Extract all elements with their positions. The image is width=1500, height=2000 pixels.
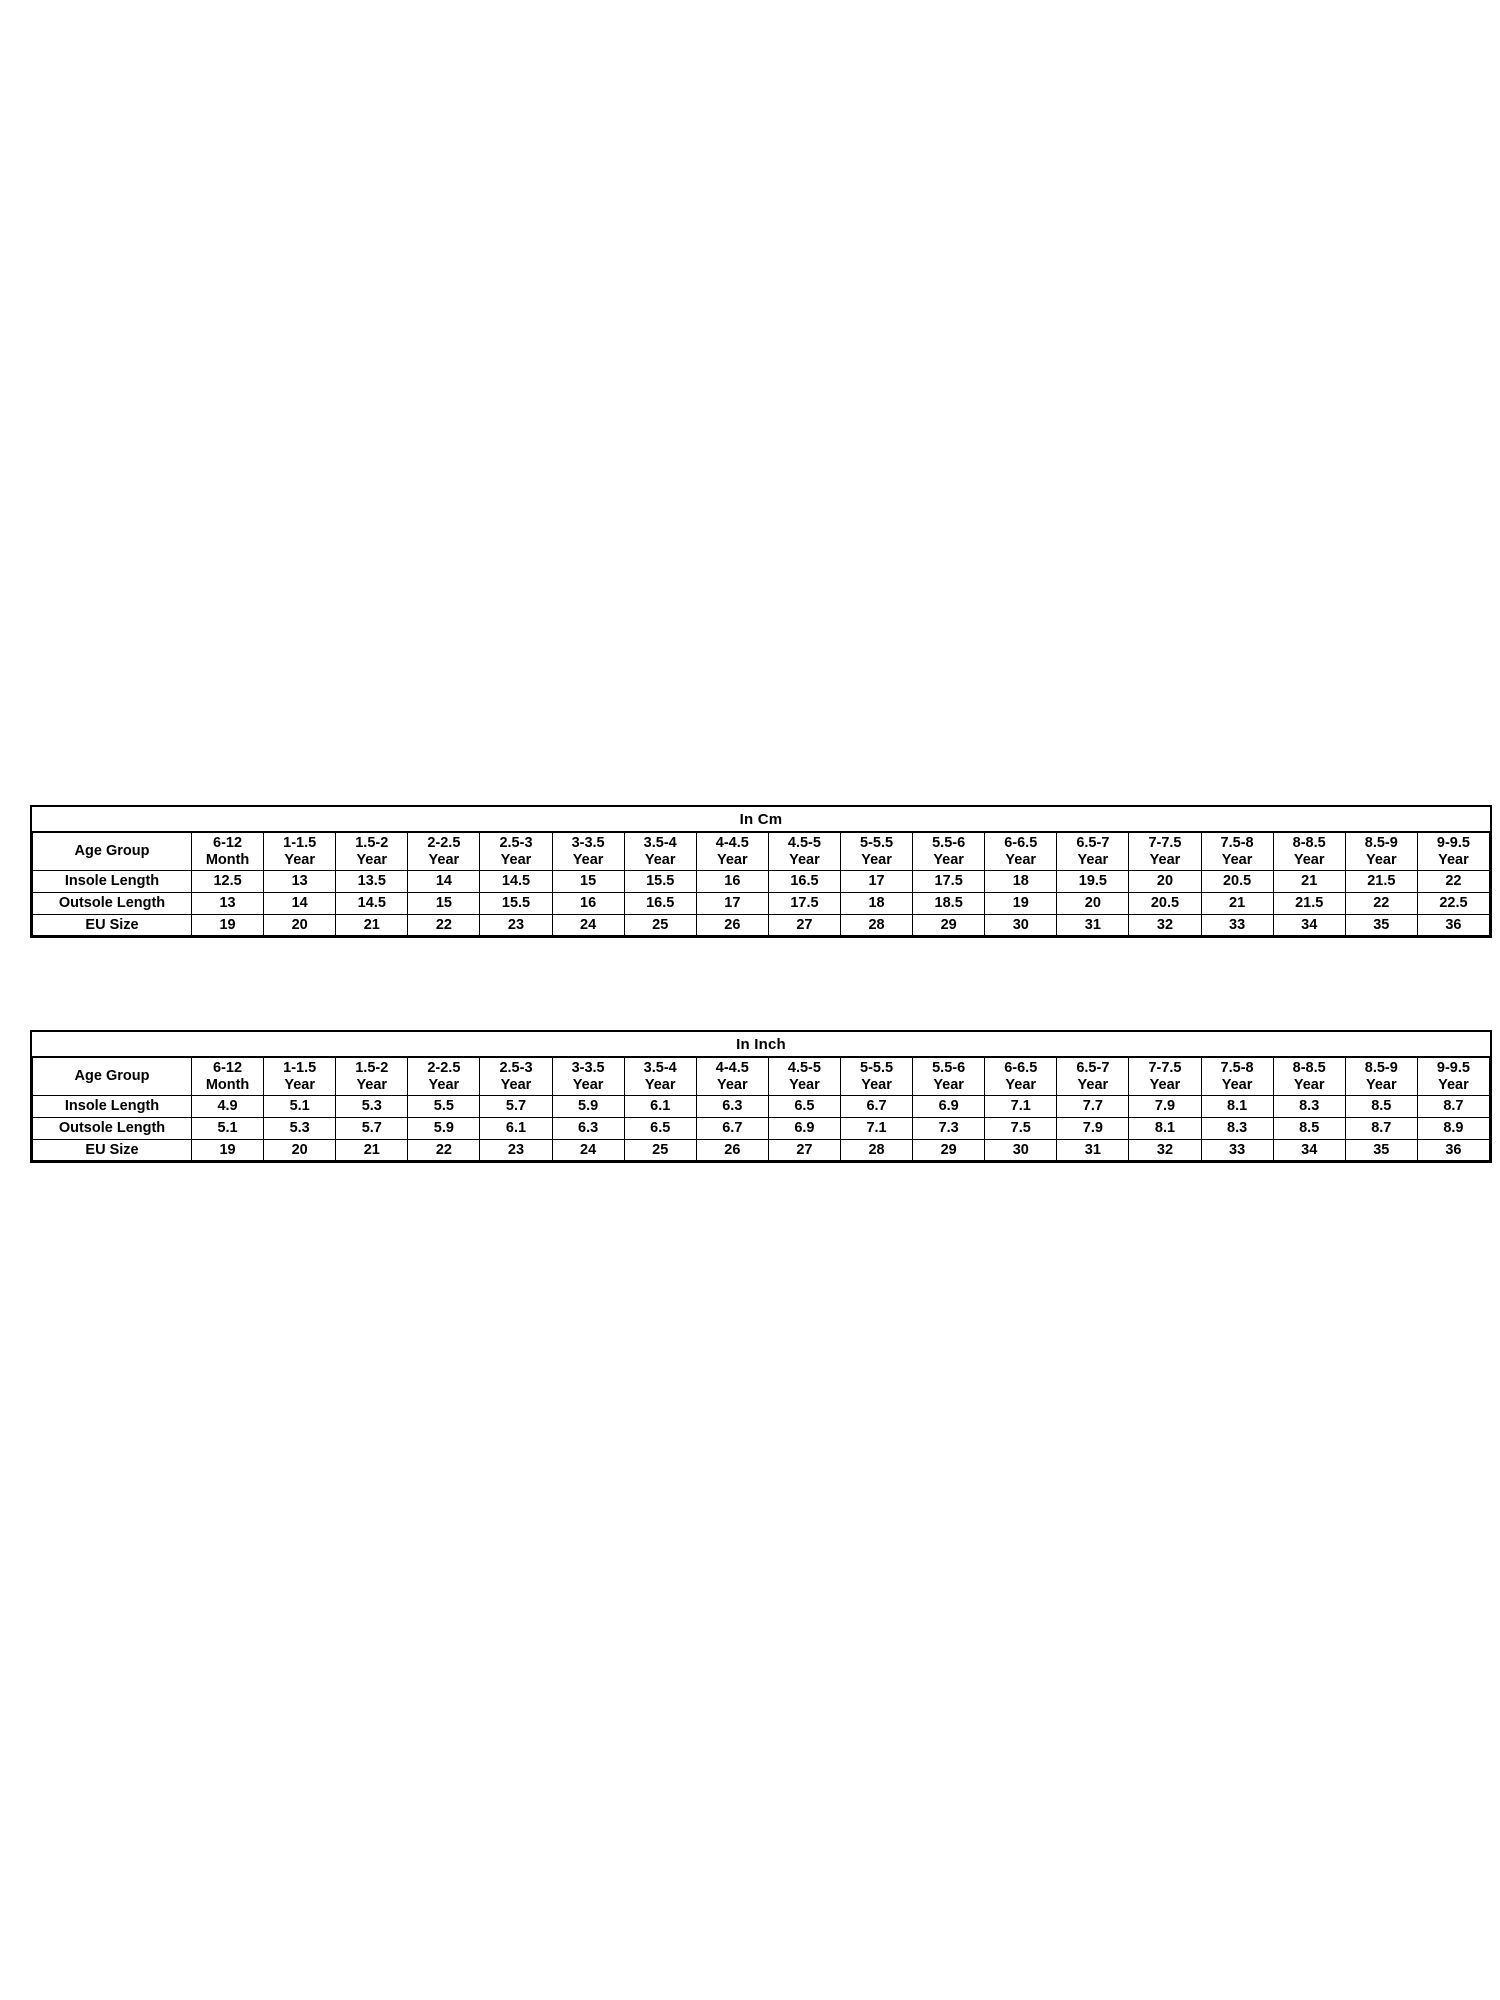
age-group-line2: Year: [861, 851, 892, 868]
cell-outsole-length: 16: [552, 893, 624, 915]
cell-outsole-length: 15: [408, 893, 480, 915]
cell-outsole-length: 18: [840, 893, 912, 915]
cell-eu-size: 23: [480, 1139, 552, 1161]
cell-outsole-length: 8.9: [1417, 1118, 1489, 1140]
age-group-line1: 2.5-3: [499, 835, 533, 851]
age-group-line2: Year: [428, 1076, 460, 1093]
size-chart-cm: [30, 805, 1492, 938]
age-group-line1: 8-8.5: [1292, 835, 1326, 851]
age-group-line1: 5-5.5: [860, 835, 894, 851]
cell-outsole-length: 17.5: [768, 893, 840, 915]
cell-insole-length: 16.5: [768, 871, 840, 893]
age-group-line2: Year: [1365, 1076, 1397, 1093]
cell-insole-length: 7.7: [1057, 1096, 1129, 1118]
age-group-cell: [840, 1057, 912, 1096]
age-group-cell: [264, 1057, 336, 1096]
age-group-cell: [192, 1057, 264, 1096]
unit-title-inch: In Inch: [736, 1036, 786, 1053]
row-label-outsole-length-cm: Outsole Length: [33, 893, 192, 915]
cell-eu-size: 29: [913, 1139, 985, 1161]
age-group-line2: Year: [1149, 851, 1181, 868]
cell-outsole-length: 8.3: [1201, 1118, 1273, 1140]
cell-insole-length: 17.5: [913, 871, 985, 893]
age-group-line2: Year: [716, 1076, 748, 1093]
cell-insole-length: 14.5: [480, 871, 552, 893]
cell-insole-length: 16: [696, 871, 768, 893]
age-group-cell: [913, 832, 985, 871]
row-label-eu-size-cm: EU Size: [33, 914, 192, 936]
cell-outsole-length: 6.1: [480, 1118, 552, 1140]
cell-insole-length: 4.9: [192, 1096, 264, 1118]
cell-eu-size: 29: [913, 914, 985, 936]
row-label-outsole-length-inch: Outsole Length: [33, 1118, 192, 1140]
age-group-line1: 8.5-9: [1364, 1060, 1398, 1076]
age-group-line2: Year: [933, 851, 964, 868]
age-group-line2: Year: [861, 1076, 892, 1093]
age-group-line2: Month: [205, 851, 250, 868]
age-group-line1: 5.5-6: [932, 1060, 966, 1076]
row-label-age-group-cm: Age Group: [33, 832, 192, 871]
cell-insole-length: 19.5: [1057, 871, 1129, 893]
cell-eu-size: 24: [552, 1139, 624, 1161]
age-group-line2: Year: [572, 851, 604, 868]
age-group-line1: 3-3.5: [571, 835, 605, 851]
cell-insole-length: 6.9: [913, 1096, 985, 1118]
cell-outsole-length: 7.5: [985, 1118, 1057, 1140]
age-group-line1: 1-1.5: [283, 835, 317, 851]
cell-insole-length: 21.5: [1345, 871, 1417, 893]
cell-outsole-length: 18.5: [913, 893, 985, 915]
table-row-outsole-length-cm: [33, 893, 1490, 915]
cell-insole-length: 8.3: [1273, 1096, 1345, 1118]
age-group-line1: 6.5-7: [1076, 835, 1110, 851]
cell-outsole-length: 15.5: [480, 893, 552, 915]
age-group-line2: Year: [789, 851, 820, 868]
age-group-line1: 8.5-9: [1364, 835, 1398, 851]
age-group-line1: 7.5-8: [1220, 1060, 1254, 1076]
cell-outsole-length: 14.5: [336, 893, 408, 915]
age-group-line1: 6-6.5: [1004, 835, 1038, 851]
age-group-cell: [913, 1057, 985, 1096]
age-group-line1: 6.5-7: [1076, 1060, 1110, 1076]
age-group-line2: Year: [1005, 1076, 1037, 1093]
age-group-line2: Year: [1438, 1076, 1469, 1093]
cell-insole-length: 8.5: [1345, 1096, 1417, 1118]
cell-insole-length: 7.1: [985, 1096, 1057, 1118]
age-group-line2: Year: [500, 851, 532, 868]
age-group-cell: [1417, 1057, 1489, 1096]
age-group-line2: Year: [644, 851, 676, 868]
cell-eu-size: 34: [1273, 914, 1345, 936]
cell-eu-size: 21: [336, 1139, 408, 1161]
cell-eu-size: 19: [192, 1139, 264, 1161]
cell-eu-size: 22: [408, 1139, 480, 1161]
age-group-cell: [408, 1057, 480, 1096]
cell-outsole-length: 5.7: [336, 1118, 408, 1140]
age-group-line1: 2-2.5: [427, 835, 461, 851]
cell-insole-length: 18: [985, 871, 1057, 893]
cell-outsole-length: 8.7: [1345, 1118, 1417, 1140]
age-group-cell: [985, 832, 1057, 871]
cell-eu-size: 31: [1057, 914, 1129, 936]
cell-outsole-length: 16.5: [624, 893, 696, 915]
age-group-cell: [1129, 1057, 1201, 1096]
age-group-cell: [1345, 1057, 1417, 1096]
cell-eu-size: 31: [1057, 1139, 1129, 1161]
size-table-cm: [32, 831, 1490, 936]
cell-eu-size: 21: [336, 914, 408, 936]
cell-eu-size: 27: [768, 914, 840, 936]
age-group-line2: Year: [500, 1076, 532, 1093]
age-group-line2: Year: [1438, 851, 1469, 868]
age-group-cell: [985, 1057, 1057, 1096]
age-group-line2: Year: [1221, 851, 1253, 868]
cell-outsole-length: 6.3: [552, 1118, 624, 1140]
age-group-cell: [624, 832, 696, 871]
age-group-line1: 4.5-5: [787, 835, 821, 851]
age-group-cell: [1129, 832, 1201, 871]
cell-insole-length: 6.3: [696, 1096, 768, 1118]
cell-eu-size: 26: [696, 1139, 768, 1161]
cell-insole-length: 13: [264, 871, 336, 893]
cell-outsole-length: 13: [192, 893, 264, 915]
age-group-line2: Year: [1293, 851, 1325, 868]
cell-eu-size: 25: [624, 1139, 696, 1161]
cell-outsole-length: 20: [1057, 893, 1129, 915]
cell-insole-length: 5.1: [264, 1096, 336, 1118]
age-group-cell: [1201, 1057, 1273, 1096]
age-group-line1: 6-12: [213, 835, 243, 851]
cell-insole-length: 15: [552, 871, 624, 893]
age-group-line1: 3.5-4: [643, 835, 677, 851]
cell-insole-length: 17: [840, 871, 912, 893]
age-group-line1: 6-6.5: [1004, 1060, 1038, 1076]
cell-outsole-length: 5.1: [192, 1118, 264, 1140]
age-group-line1: 8-8.5: [1292, 1060, 1326, 1076]
cell-outsole-length: 5.3: [264, 1118, 336, 1140]
age-group-line2: Year: [572, 1076, 604, 1093]
age-group-line1: 3.5-4: [643, 1060, 677, 1076]
age-group-line2: Year: [1365, 851, 1397, 868]
age-group-cell: [1273, 1057, 1345, 1096]
cell-insole-length: 21: [1273, 871, 1345, 893]
age-group-line1: 4.5-5: [787, 1060, 821, 1076]
age-group-cell: [408, 832, 480, 871]
row-label-age-group-inch: Age Group: [33, 1057, 192, 1096]
age-group-cell: [624, 1057, 696, 1096]
cell-eu-size: 19: [192, 914, 264, 936]
cell-eu-size: 36: [1417, 1139, 1489, 1161]
age-group-line2: Year: [1293, 1076, 1325, 1093]
cell-outsole-length: 6.7: [696, 1118, 768, 1140]
cell-insole-length: 12.5: [192, 871, 264, 893]
cell-insole-length: 6.7: [840, 1096, 912, 1118]
age-group-line1: 3-3.5: [571, 1060, 605, 1076]
age-group-cell: [480, 1057, 552, 1096]
age-group-line2: Year: [1149, 1076, 1181, 1093]
cell-eu-size: 32: [1129, 1139, 1201, 1161]
age-group-cell: [264, 832, 336, 871]
age-group-line2: Year: [284, 1076, 315, 1093]
cell-eu-size: 26: [696, 914, 768, 936]
cell-eu-size: 22: [408, 914, 480, 936]
age-group-cell: [1273, 832, 1345, 871]
cell-eu-size: 25: [624, 914, 696, 936]
age-group-cell: [1345, 832, 1417, 871]
age-group-line2: Year: [1077, 1076, 1109, 1093]
cell-insole-length: 20: [1129, 871, 1201, 893]
age-group-line2: Month: [205, 1076, 250, 1093]
size-table-inch: [32, 1056, 1490, 1161]
row-label-insole-length-inch: Insole Length: [33, 1096, 192, 1118]
age-group-line2: Year: [284, 851, 315, 868]
cell-eu-size: 28: [840, 914, 912, 936]
age-group-line2: Year: [933, 1076, 964, 1093]
cell-eu-size: 35: [1345, 1139, 1417, 1161]
cell-insole-length: 8.1: [1201, 1096, 1273, 1118]
table-row-eu-size-inch: [33, 1139, 1490, 1161]
age-group-cell: [480, 832, 552, 871]
cell-outsole-length: 7.1: [840, 1118, 912, 1140]
cell-insole-length: 7.9: [1129, 1096, 1201, 1118]
cell-outsole-length: 22.5: [1417, 893, 1489, 915]
age-group-line1: 9-9.5: [1436, 1060, 1470, 1076]
cell-outsole-length: 14: [264, 893, 336, 915]
age-group-line1: 7.5-8: [1220, 835, 1254, 851]
cell-eu-size: 20: [264, 914, 336, 936]
cell-outsole-length: 7.3: [913, 1118, 985, 1140]
row-label-insole-length-cm: Insole Length: [33, 871, 192, 893]
age-group-cell: [552, 1057, 624, 1096]
cell-insole-length: 5.7: [480, 1096, 552, 1118]
age-group-cell: [840, 832, 912, 871]
cell-insole-length: 22: [1417, 871, 1489, 893]
age-group-line1: 5-5.5: [860, 1060, 894, 1076]
age-group-cell: [1057, 832, 1129, 871]
table-row-insole-length-inch: [33, 1096, 1490, 1118]
cell-eu-size: 24: [552, 914, 624, 936]
cell-insole-length: 14: [408, 871, 480, 893]
table-row-insole-length-cm: [33, 871, 1490, 893]
age-group-cell: [696, 832, 768, 871]
cell-eu-size: 33: [1201, 1139, 1273, 1161]
age-group-line1: 1.5-2: [355, 835, 389, 851]
cell-eu-size: 30: [985, 1139, 1057, 1161]
age-group-cell: [1417, 832, 1489, 871]
age-group-cell: [552, 832, 624, 871]
cell-eu-size: 36: [1417, 914, 1489, 936]
age-group-cell: [192, 832, 264, 871]
age-group-line2: Year: [1077, 851, 1109, 868]
table-row-age-group-cm: [33, 832, 1490, 871]
age-group-cell: [336, 832, 408, 871]
cell-eu-size: 23: [480, 914, 552, 936]
age-group-line2: Year: [789, 1076, 820, 1093]
cell-insole-length: 8.7: [1417, 1096, 1489, 1118]
cell-insole-length: 13.5: [336, 871, 408, 893]
cell-eu-size: 27: [768, 1139, 840, 1161]
age-group-line1: 4-4.5: [715, 835, 749, 851]
age-group-line1: 5.5-6: [932, 835, 966, 851]
cell-outsole-length: 7.9: [1057, 1118, 1129, 1140]
cell-outsole-length: 19: [985, 893, 1057, 915]
age-group-cell: [336, 1057, 408, 1096]
age-group-line1: 6-12: [213, 1060, 243, 1076]
cell-eu-size: 20: [264, 1139, 336, 1161]
cell-insole-length: 5.9: [552, 1096, 624, 1118]
cell-eu-size: 34: [1273, 1139, 1345, 1161]
table-row-outsole-length-inch: [33, 1118, 1490, 1140]
cell-insole-length: 5.5: [408, 1096, 480, 1118]
age-group-line1: 7-7.5: [1148, 1060, 1182, 1076]
unit-title-cm: In Cm: [739, 811, 783, 828]
cell-outsole-length: 5.9: [408, 1118, 480, 1140]
age-group-cell: [768, 1057, 840, 1096]
cell-insole-length: 15.5: [624, 871, 696, 893]
cell-eu-size: 30: [985, 914, 1057, 936]
cell-outsole-length: 6.9: [768, 1118, 840, 1140]
age-group-line2: Year: [1221, 1076, 1253, 1093]
age-group-line1: 1.5-2: [355, 1060, 389, 1076]
age-group-cell: [1057, 1057, 1129, 1096]
cell-outsole-length: 8.5: [1273, 1118, 1345, 1140]
age-group-line2: Year: [356, 1076, 388, 1093]
table-row-eu-size-cm: [33, 914, 1490, 936]
age-group-line1: 9-9.5: [1436, 835, 1470, 851]
age-group-line1: 2-2.5: [427, 1060, 461, 1076]
age-group-line1: 7-7.5: [1148, 835, 1182, 851]
age-group-line2: Year: [428, 851, 460, 868]
age-group-line1: 1-1.5: [283, 1060, 317, 1076]
cell-eu-size: 32: [1129, 914, 1201, 936]
table-row-age-group-inch: [33, 1057, 1490, 1096]
size-table-inch-body: [33, 1057, 1490, 1161]
age-group-line1: 4-4.5: [715, 1060, 749, 1076]
cell-outsole-length: 8.1: [1129, 1118, 1201, 1140]
cell-outsole-length: 17: [696, 893, 768, 915]
age-group-line2: Year: [716, 851, 748, 868]
cell-insole-length: 20.5: [1201, 871, 1273, 893]
age-group-cell: [768, 832, 840, 871]
age-group-cell: [1201, 832, 1273, 871]
row-label-eu-size-inch: EU Size: [33, 1139, 192, 1161]
cell-outsole-length: 21.5: [1273, 893, 1345, 915]
age-group-line2: Year: [644, 1076, 676, 1093]
cell-eu-size: 33: [1201, 914, 1273, 936]
cell-eu-size: 28: [840, 1139, 912, 1161]
cell-eu-size: 35: [1345, 914, 1417, 936]
cell-insole-length: 6.1: [624, 1096, 696, 1118]
age-group-line2: Year: [1005, 851, 1037, 868]
size-table-cm-body: [33, 832, 1490, 936]
age-group-line2: Year: [356, 851, 388, 868]
cell-insole-length: 6.5: [768, 1096, 840, 1118]
size-chart-inch: [30, 1030, 1492, 1163]
cell-outsole-length: 22: [1345, 893, 1417, 915]
cell-insole-length: 5.3: [336, 1096, 408, 1118]
cell-outsole-length: 20.5: [1129, 893, 1201, 915]
age-group-cell: [696, 1057, 768, 1096]
cell-outsole-length: 6.5: [624, 1118, 696, 1140]
age-group-line1: 2.5-3: [499, 1060, 533, 1076]
cell-outsole-length: 21: [1201, 893, 1273, 915]
